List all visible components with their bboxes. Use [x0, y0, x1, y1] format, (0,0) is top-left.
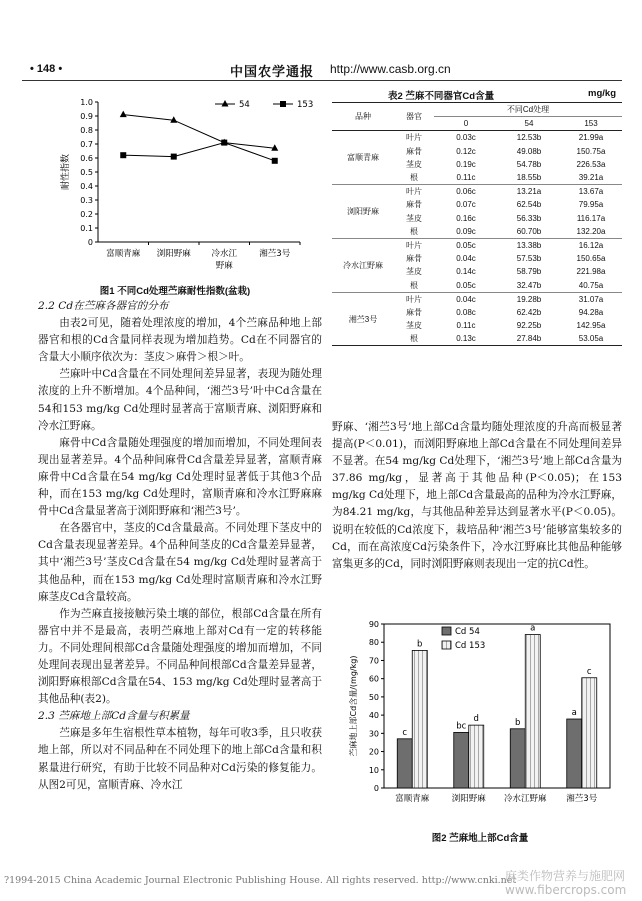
bar-significance-label: c [586, 666, 592, 677]
bar-significance-label: a [530, 623, 536, 634]
table-row [332, 185, 622, 199]
table-organ-cell: 叶片 [406, 240, 422, 250]
table-organ-cell: 麻骨 [406, 200, 422, 210]
x-tick-label: 冷水江野麻 [503, 794, 547, 804]
table2-treatment-54: 54 [498, 117, 560, 131]
table-value-cell: 62.42b [516, 307, 542, 317]
legend-swatch [442, 627, 451, 635]
table-value-cell: 60.70b [516, 226, 542, 236]
legend-swatch [442, 641, 451, 649]
section22-para-1: 由表2可见，随着处理浓度的增加，4个苎麻品种地上部器官和根的Cd含量同样表现为增加趋势。Cd在不同器官的含量大小顺序依次为：茎皮＞麻骨＞根＞叶。 [38, 317, 322, 364]
table-row [332, 238, 622, 252]
table-organ-cell: 叶片 [406, 294, 422, 304]
table2 [332, 102, 622, 346]
table-value-cell: 49.08b [516, 146, 542, 156]
table-value-cell: 27.84b [516, 334, 542, 344]
bar-significance-label: a [571, 708, 577, 719]
legend-label: 153 [297, 100, 314, 110]
figure1-caption: 图1 不同Cd处理苎麻耐性指数(盆栽) [99, 286, 251, 297]
bar-cd153 [525, 635, 540, 788]
table-value-cell: 0.05c [456, 280, 476, 290]
data-point-triangle [120, 111, 127, 118]
table-value-cell: 53.05a [578, 334, 604, 344]
table-row [332, 131, 622, 145]
section22-para-2: 苎麻叶中Cd含量在不同处理间差异显著，表现为随处理浓度的上升不断增加。4个品种间，‘湘苎3号’叶中Cd含量在54和153 mg/kg Cd处理时显著高于富顺青麻、浏阳野麻和冷水江野麻。 [38, 368, 322, 432]
table2-col-variety: 品种 [332, 103, 394, 131]
bar-significance-label: b [515, 717, 521, 728]
x-tick-label: 湘苎3号 [259, 249, 291, 259]
table-value-cell: 221.98a [576, 267, 606, 277]
table-value-cell: 54.78b [516, 159, 542, 169]
table-row [332, 292, 622, 306]
table-value-cell: 0.08c [456, 307, 476, 317]
x-tick-label: 湘苎3号 [566, 794, 598, 804]
table-value-cell: 57.53b [516, 254, 542, 264]
bar-cd153 [582, 678, 597, 788]
table-value-cell: 0.07c [456, 200, 476, 210]
section23-heading: 2.3 苎麻地上部Cd含量与积累量 [38, 710, 190, 723]
table-organ-cell: 根 [410, 280, 418, 290]
table2-col-organ: 器官 [394, 103, 434, 131]
y-tick-label: 0.8 [80, 126, 93, 135]
data-point-square [120, 152, 126, 158]
table-value-cell: 94.28a [578, 307, 604, 317]
legend-label: 54 [239, 100, 250, 110]
y-tick-label: 40 [368, 711, 379, 721]
table-value-cell: 31.07a [578, 294, 604, 304]
right-column [332, 419, 622, 573]
table-organ-cell: 茎皮 [406, 159, 422, 169]
table-organ-cell: 叶片 [406, 133, 422, 143]
y-tick-label: 0.9 [80, 112, 93, 121]
figure1-chart [30, 92, 320, 292]
table-value-cell: 13.67a [578, 187, 604, 197]
table-value-cell: 58.79b [516, 267, 542, 277]
y-tick-label: 60 [368, 674, 379, 684]
x-tick-label: 富顺青麻 [395, 794, 430, 804]
table-value-cell: 79.95a [578, 200, 604, 210]
x-tick-label: 富顺青麻 [106, 249, 141, 259]
table-value-cell: 132.20a [576, 226, 606, 236]
table-value-cell: 142.95a [576, 321, 606, 331]
table-variety-cell: 富顺青麻 [332, 131, 394, 185]
table2-treatment-0: 0 [434, 117, 498, 131]
data-point-square [221, 140, 227, 146]
y-tick-label: 0 [373, 784, 379, 793]
y-tick-label: 30 [368, 729, 379, 739]
table-organ-cell: 麻骨 [406, 146, 422, 156]
table-value-cell: 0.04c [456, 254, 476, 264]
table2-block [332, 86, 622, 346]
bar-cd54 [567, 719, 582, 788]
y-tick-label: 0.2 [80, 210, 93, 219]
watermark [505, 869, 626, 897]
copyright-footer: ?1994-2015 China Academic Journal Electronic Publishing House. All rights reserved. http://www.cnki.net [4, 875, 517, 886]
legend-label: Cd 54 [455, 627, 480, 637]
table-value-cell: 0.05c [456, 240, 476, 250]
y-tick-label: 0.3 [80, 196, 93, 205]
table-value-cell: 0.16c [456, 213, 476, 223]
table-value-cell: 18.55b [516, 173, 542, 183]
section23-para-1: 苎麻是多年生宿根性草本植物，每年可收3季，且只收获地上部，所以对不同品种在不同处理下的地上部Cd含量和积累量进行研究，有助于比较不同品种对Cd污染的修复能力。从图2可见，富顺青麻、冷水江 [38, 727, 322, 791]
y-tick-label: 50 [368, 692, 379, 702]
table-value-cell: 0.13c [456, 334, 476, 344]
table-value-cell: 0.11c [456, 173, 476, 183]
section22-heading: 2.2 Cd在苎麻各器官的分布 [38, 300, 169, 312]
y-tick-label: 0 [87, 238, 93, 247]
table-value-cell: 92.25b [516, 321, 542, 331]
legend-label: Cd 153 [455, 641, 486, 651]
bar-significance-label: c [402, 727, 408, 738]
table-organ-cell: 麻骨 [406, 254, 422, 264]
watermark-line2: www.fibercrops.com [505, 883, 627, 897]
figure2-caption: 图2 苎麻地上部Cd含量 [431, 833, 529, 844]
table-value-cell: 0.06c [456, 187, 476, 197]
table-variety-cell: 冷水江野麻 [332, 238, 394, 292]
table2-treatment-153: 153 [560, 117, 622, 131]
x-tick-label: 浏阳野麻 [156, 249, 191, 259]
bar-significance-label: d [473, 714, 479, 725]
y-axis-label: 苎麻地上部Cd含量/(mg/kg) [349, 655, 358, 757]
legend-marker-square [280, 101, 286, 107]
table-value-cell: 0.04c [456, 294, 476, 304]
table-organ-cell: 茎皮 [406, 267, 422, 277]
table-value-cell: 226.53a [576, 159, 606, 169]
table-organ-cell: 根 [410, 226, 418, 236]
section22-para-3: 麻骨中Cd含量随处理强度的增加而增加，不同处理间表现出显著差异。4个品种间麻骨Cd含量差异显著，富顺青麻麻骨中Cd含量在54 mg/kg Cd处理时显著低于其他3个品种，而在153 mg/kg Cd处理时，富顺青麻和冷水江野麻麻骨中Cd含量显著高于浏阳野麻和‘湘苎3号’。 [38, 436, 322, 518]
y-tick-label: 0.1 [80, 224, 93, 233]
table-value-cell: 56.33b [516, 213, 542, 223]
table2-col-group: 不同Cd处理 [434, 103, 622, 117]
x-tick-label: 浏阳野麻 [451, 794, 486, 804]
section22-para-5: 作为苎麻直接接触污染土壤的部位，根部Cd含量在所有器官中并不是最高，表明苎麻地上部对Cd有一定的转移能力。不同处理间根部Cd含量随处理强度的增加而增加，不同处理间表现出显著差异。不同品种间根部Cd含量差异显著，浏阳野麻根部Cd含量在54、153 mg/kg Cd处理时显著高于其他品种(表2)。 [38, 607, 322, 706]
y-tick-label: 90 [368, 620, 379, 629]
data-point-square [171, 154, 177, 160]
table-value-cell: 39.21a [578, 173, 604, 183]
table-organ-cell: 叶片 [406, 187, 422, 197]
y-tick-label: 0.6 [80, 154, 93, 163]
y-tick-label: 0.7 [80, 140, 93, 149]
bar-cd153 [469, 725, 484, 788]
y-tick-label: 80 [368, 638, 379, 648]
table-organ-cell: 茎皮 [406, 213, 422, 223]
page-number: • 148 • [30, 63, 63, 75]
table-variety-cell: 湘苎3号 [332, 292, 394, 346]
right-paragraph: 野麻、‘湘苎3号’地上部Cd含量均随处理浓度的升高而极显著提高(P＜0.01)，而浏阳野麻地上部Cd含量在不同处理间差异不显著。在54 mg/kg Cd处理下，‘湘苎3号’地上部Cd含量为37.86 mg/kg，显著高于其他品种(P＜0.05)；在153 mg/kg Cd处理下，地上部Cd含量最高的品种为冷水江野麻，为84.21 mg/kg，与其他品种差异达到显著水平(P＜0.05)。说明在较低的Cd浓度下，栽培品种‘湘苎3号’能够富集较多的Cd，而在高浓度Cd污染条件下，冷水江野麻比其他品种能够富集更多的Cd，同时浏阳野麻则表现出一定的抗Cd性。 [332, 421, 622, 570]
data-point-square [272, 158, 278, 164]
y-axis-label: 耐性指数 [61, 153, 71, 191]
table-organ-cell: 茎皮 [406, 321, 422, 331]
table-value-cell: 0.12c [456, 146, 476, 156]
bar-significance-label: b [417, 639, 423, 650]
bar-cd54 [397, 739, 412, 788]
table-organ-cell: 根 [410, 334, 418, 344]
table2-title: 表2 苎麻不同器官Cd含量 [388, 91, 495, 102]
x-tick-label: 冷水江 [211, 249, 238, 259]
section22-para-4: 在各器官中，茎皮的Cd含量最高。不同处理下茎皮中的Cd含量表现显著差异。4个品种间茎皮的Cd含量差异显著，其中‘湘苎3号’茎皮Cd含量在54 mg/kg Cd处理时显著高于其他品种，而在153 mg/kg Cd处理时富顺青麻和冷水江野麻茎皮Cd含量较高。 [38, 522, 322, 603]
y-tick-label: 1.0 [80, 98, 93, 107]
table-value-cell: 116.17a [576, 213, 606, 223]
table-variety-cell: 浏阳野麻 [332, 185, 394, 239]
y-tick-label: 0.5 [80, 168, 93, 177]
bar-significance-label: bc [456, 721, 467, 732]
y-tick-label: 0.4 [80, 182, 93, 191]
table-value-cell: 16.12a [578, 240, 604, 250]
table-value-cell: 21.99a [578, 133, 604, 143]
bar-cd153 [412, 650, 427, 788]
figure2-chart [338, 618, 622, 818]
table-value-cell: 32.47b [516, 280, 542, 290]
table-value-cell: 40.75a [578, 280, 604, 290]
table-value-cell: 0.19c [456, 159, 476, 169]
table-value-cell: 0.03c [456, 133, 476, 143]
legend-marker-triangle [222, 100, 229, 107]
y-tick-label: 10 [368, 765, 379, 775]
bar-cd54 [510, 729, 525, 788]
table-value-cell: 13.21a [516, 187, 542, 197]
table-value-cell: 19.28b [516, 294, 542, 304]
header-rule [22, 80, 622, 81]
table-value-cell: 0.11c [456, 321, 476, 331]
table2-unit: mg/kg [588, 88, 616, 99]
left-column [38, 298, 322, 794]
table-value-cell: 150.65a [576, 254, 606, 264]
table-value-cell: 0.14c [456, 267, 476, 277]
journal-name: 中国农学通报 [230, 65, 315, 80]
watermark-line1: 麻类作物营养与施肥网 [505, 869, 626, 883]
y-tick-label: 20 [368, 747, 379, 757]
table-value-cell: 0.09c [456, 226, 476, 236]
journal-url[interactable]: http://www.casb.org.cn [330, 62, 451, 76]
series-line-54 [123, 115, 275, 149]
table-value-cell: 13.38b [516, 240, 542, 250]
table-value-cell: 62.54b [516, 200, 542, 210]
table-organ-cell: 麻骨 [406, 307, 422, 317]
x-tick-label-2: 野麻 [215, 261, 233, 271]
table-value-cell: 150.75a [576, 146, 606, 156]
y-tick-label: 70 [368, 656, 379, 666]
bar-cd54 [454, 732, 469, 788]
table-organ-cell: 根 [410, 173, 418, 183]
table-value-cell: 12.53b [516, 133, 542, 143]
